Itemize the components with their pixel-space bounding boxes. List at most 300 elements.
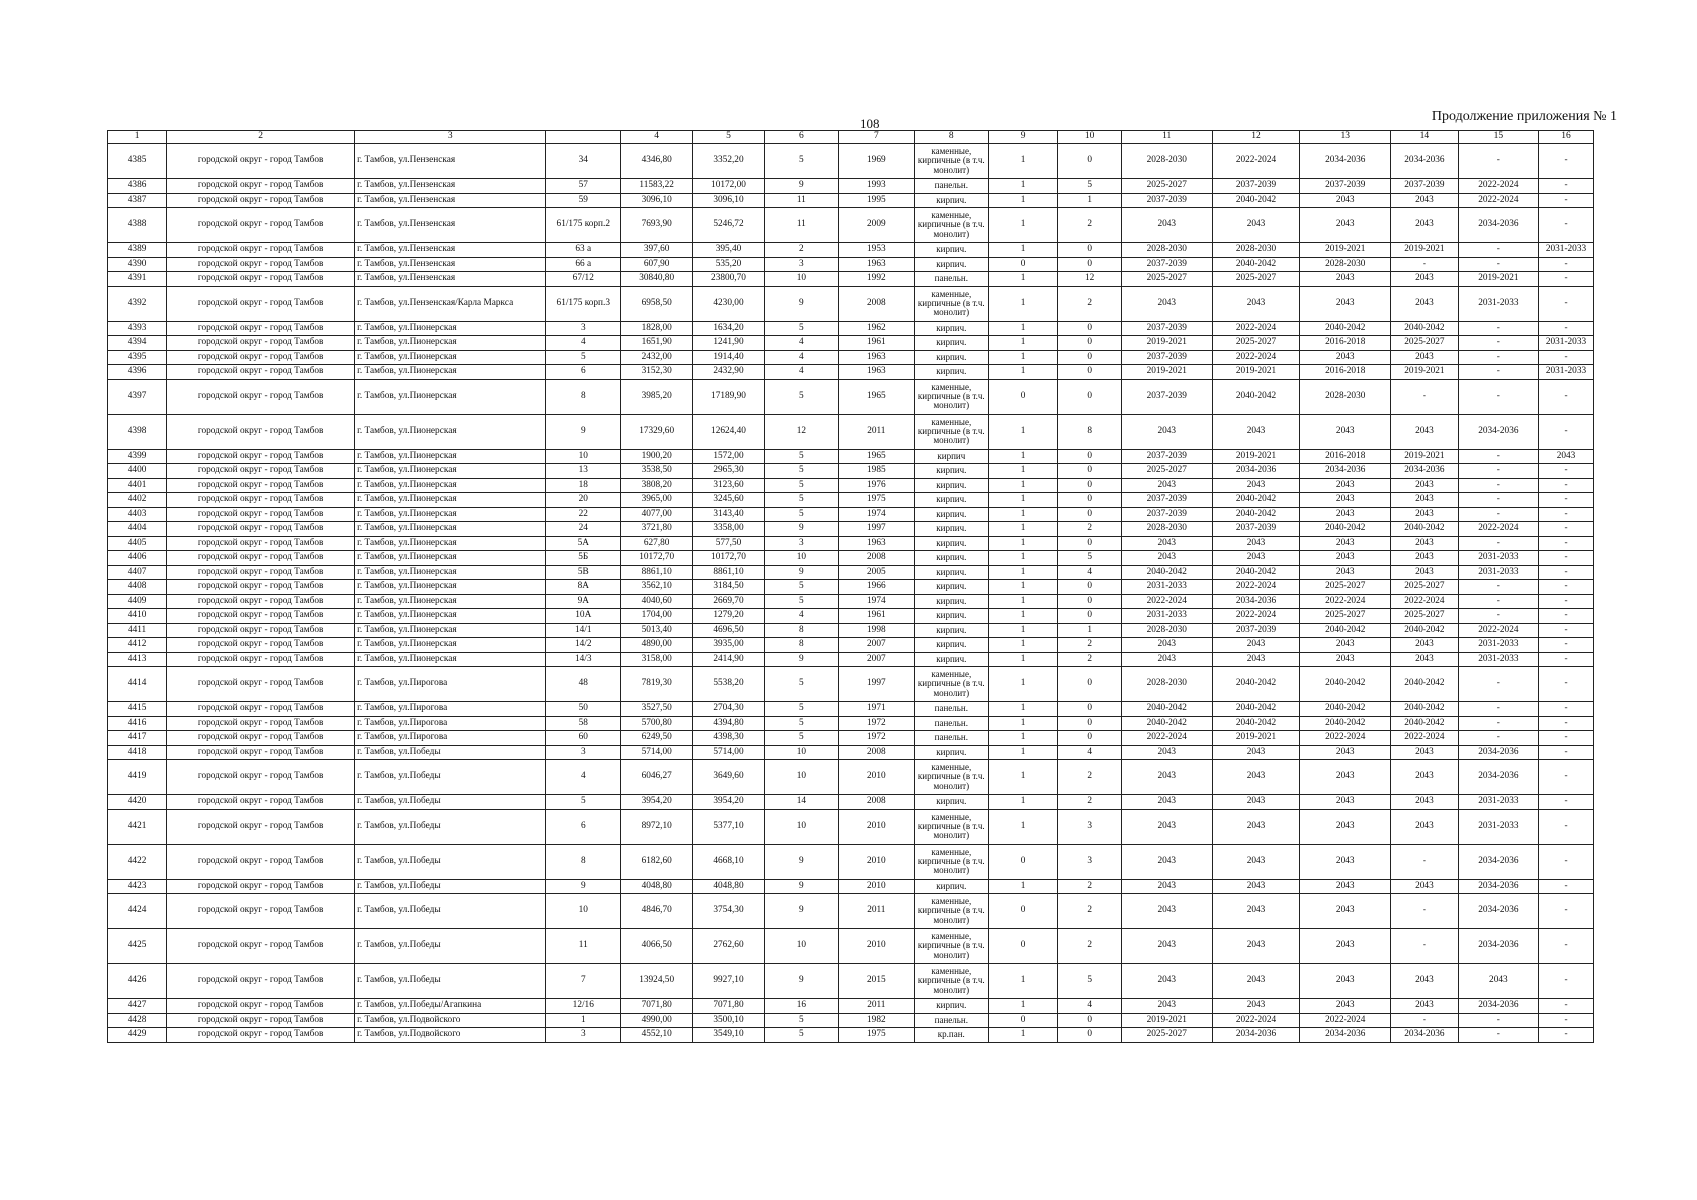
cell-col-15: - — [1458, 493, 1538, 508]
cell-build-year: 2010 — [838, 879, 914, 894]
cell-col-12: 2040-2042 — [1212, 493, 1300, 508]
cell-total-area: 3965,00 — [621, 493, 693, 508]
table-header — [108, 131, 1594, 144]
cell-col-14: 2043 — [1391, 795, 1459, 810]
cell-row-number: 4412 — [108, 638, 167, 653]
cell-total-area: 11583,22 — [621, 179, 693, 194]
cell-house-number: 14/2 — [546, 638, 621, 653]
cell-col-15: - — [1458, 716, 1538, 731]
cell-build-year: 1963 — [838, 365, 914, 380]
cell-total-area: 3808,20 — [621, 478, 693, 493]
cell-municipality: городской округ - город Тамбов — [167, 667, 355, 702]
cell-col-12: 2043 — [1212, 745, 1300, 760]
cell-col-10: 0 — [1058, 609, 1121, 624]
cell-house-number: 3 — [546, 1028, 621, 1043]
cell-col-10: 0 — [1058, 594, 1121, 609]
cell-col-16: - — [1538, 144, 1593, 179]
cell-col-13: 2034-2036 — [1300, 464, 1391, 479]
cell-house-number: 63 а — [546, 243, 621, 258]
table-row — [108, 594, 1594, 609]
cell-col-12: 2043 — [1212, 964, 1300, 999]
cell-total-area: 6182,60 — [621, 844, 693, 879]
cell-wall-material: кирпич. — [914, 507, 988, 522]
table-row — [108, 580, 1594, 595]
cell-col-10: 0 — [1058, 449, 1121, 464]
cell-total-area: 1900,20 — [621, 449, 693, 464]
cell-col-12: 2040-2042 — [1212, 565, 1300, 580]
cell-total-area: 397,60 — [621, 243, 693, 258]
cell-municipality: городской округ - город Тамбов — [167, 414, 355, 449]
cell-col-9: 1 — [988, 652, 1058, 667]
cell-col-11: 2043 — [1121, 551, 1212, 566]
cell-house-number: 57 — [546, 179, 621, 194]
table-row — [108, 623, 1594, 638]
cell-wall-material: кирпич. — [914, 464, 988, 479]
cell-col-13: 2016-2018 — [1300, 449, 1391, 464]
cell-address: г. Тамбов, ул.Пензенская — [355, 208, 546, 243]
cell-col-16: - — [1538, 964, 1593, 999]
cell-build-year: 2008 — [838, 795, 914, 810]
cell-living-area: 9927,10 — [693, 964, 765, 999]
cell-house-number: 22 — [546, 507, 621, 522]
housing-registry-table — [107, 130, 1594, 1043]
cell-col-11: 2037-2039 — [1121, 379, 1212, 414]
column-number-8: 8 — [914, 131, 988, 144]
cell-col-11: 2043 — [1121, 795, 1212, 810]
cell-col-13: 2040-2042 — [1300, 321, 1391, 336]
cell-col-14: - — [1391, 379, 1459, 414]
cell-col-13: 2043 — [1300, 929, 1391, 964]
cell-floors: 10 — [764, 760, 838, 795]
cell-total-area: 627,80 — [621, 536, 693, 551]
table-row — [108, 379, 1594, 414]
cell-house-number: 58 — [546, 716, 621, 731]
cell-floors: 9 — [764, 179, 838, 194]
cell-col-16: - — [1538, 745, 1593, 760]
cell-col-15: 2031-2033 — [1458, 652, 1538, 667]
cell-col-11: 2043 — [1121, 745, 1212, 760]
cell-total-area: 7071,80 — [621, 999, 693, 1014]
cell-col-15: 2019-2021 — [1458, 272, 1538, 287]
table-row — [108, 879, 1594, 894]
cell-col-14: - — [1391, 844, 1459, 879]
cell-wall-material: кирпич. — [914, 536, 988, 551]
cell-col-16: - — [1538, 208, 1593, 243]
cell-col-16: - — [1538, 594, 1593, 609]
cell-col-9: 1 — [988, 1028, 1058, 1043]
column-number-14: 14 — [1391, 131, 1459, 144]
cell-address: г. Тамбов, ул.Пионерская — [355, 551, 546, 566]
cell-col-14: 2043 — [1391, 638, 1459, 653]
cell-address: г. Тамбов, ул.Победы — [355, 795, 546, 810]
cell-wall-material: кирпич. — [914, 478, 988, 493]
cell-col-15: 2022-2024 — [1458, 179, 1538, 194]
cell-col-16: - — [1538, 580, 1593, 595]
cell-municipality: городской округ - город Тамбов — [167, 609, 355, 624]
cell-col-14: 2043 — [1391, 551, 1459, 566]
cell-municipality: городской округ - город Тамбов — [167, 350, 355, 365]
cell-floors: 5 — [764, 716, 838, 731]
cell-col-9: 1 — [988, 580, 1058, 595]
cell-wall-material: каменные, кирпичные (в т.ч. монолит) — [914, 760, 988, 795]
cell-total-area: 4552,10 — [621, 1028, 693, 1043]
cell-col-11: 2043 — [1121, 894, 1212, 929]
cell-col-16: - — [1538, 809, 1593, 844]
cell-col-10: 0 — [1058, 350, 1121, 365]
cell-col-16: - — [1538, 1013, 1593, 1028]
cell-address: г. Тамбов, ул.Пионерская — [355, 536, 546, 551]
cell-living-area: 1914,40 — [693, 350, 765, 365]
cell-col-10: 8 — [1058, 414, 1121, 449]
cell-col-14: 2043 — [1391, 272, 1459, 287]
cell-col-14: 2043 — [1391, 414, 1459, 449]
cell-col-10: 0 — [1058, 336, 1121, 351]
table-row — [108, 565, 1594, 580]
cell-col-12: 2022-2024 — [1212, 1013, 1300, 1028]
cell-floors: 10 — [764, 745, 838, 760]
cell-house-number: 24 — [546, 522, 621, 537]
cell-build-year: 2008 — [838, 551, 914, 566]
cell-living-area: 3184,50 — [693, 580, 765, 595]
cell-col-13: 2034-2036 — [1300, 144, 1391, 179]
cell-col-12: 2043 — [1212, 809, 1300, 844]
table-row — [108, 745, 1594, 760]
cell-col-16: - — [1538, 609, 1593, 624]
cell-row-number: 4428 — [108, 1013, 167, 1028]
cell-total-area: 7693,90 — [621, 208, 693, 243]
cell-floors: 5 — [764, 449, 838, 464]
cell-col-11: 2043 — [1121, 208, 1212, 243]
cell-col-9: 1 — [988, 144, 1058, 179]
cell-col-11: 2028-2030 — [1121, 623, 1212, 638]
cell-build-year: 1992 — [838, 272, 914, 287]
cell-floors: 5 — [764, 1013, 838, 1028]
cell-address: г. Тамбов, ул.Пирогова — [355, 731, 546, 746]
cell-living-area: 3500,10 — [693, 1013, 765, 1028]
cell-col-10: 4 — [1058, 565, 1121, 580]
cell-col-11: 2019-2021 — [1121, 1013, 1212, 1028]
cell-address: г. Тамбов, ул.Пирогова — [355, 716, 546, 731]
cell-col-14: - — [1391, 894, 1459, 929]
cell-total-area: 3985,20 — [621, 379, 693, 414]
cell-house-number: 12/16 — [546, 999, 621, 1014]
table-row — [108, 464, 1594, 479]
cell-total-area: 4040,60 — [621, 594, 693, 609]
cell-address: г. Тамбов, ул.Пионерская — [355, 652, 546, 667]
cell-total-area: 6249,50 — [621, 731, 693, 746]
cell-row-number: 4389 — [108, 243, 167, 258]
cell-col-16: - — [1538, 379, 1593, 414]
cell-wall-material: кирпич. — [914, 999, 988, 1014]
cell-col-13: 2043 — [1300, 478, 1391, 493]
cell-col-13: 2043 — [1300, 964, 1391, 999]
cell-col-13: 2043 — [1300, 999, 1391, 1014]
cell-col-14: 2043 — [1391, 493, 1459, 508]
cell-house-number: 9 — [546, 414, 621, 449]
cell-col-16: - — [1538, 551, 1593, 566]
cell-house-number: 3 — [546, 745, 621, 760]
cell-build-year: 2010 — [838, 809, 914, 844]
cell-address: г. Тамбов, ул.Пионерская — [355, 638, 546, 653]
cell-living-area: 7071,80 — [693, 999, 765, 1014]
cell-col-9: 1 — [988, 623, 1058, 638]
cell-col-11: 2043 — [1121, 286, 1212, 321]
cell-row-number: 4417 — [108, 731, 167, 746]
cell-col-11: 2043 — [1121, 536, 1212, 551]
cell-floors: 10 — [764, 809, 838, 844]
cell-living-area: 2704,30 — [693, 702, 765, 717]
cell-municipality: городской округ - город Тамбов — [167, 702, 355, 717]
cell-floors: 12 — [764, 414, 838, 449]
cell-col-9: 1 — [988, 716, 1058, 731]
cell-col-15: - — [1458, 702, 1538, 717]
cell-living-area: 10172,70 — [693, 551, 765, 566]
cell-wall-material: панельн. — [914, 702, 988, 717]
cell-living-area: 3123,60 — [693, 478, 765, 493]
cell-col-16: - — [1538, 321, 1593, 336]
cell-wall-material: кр.пан. — [914, 1028, 988, 1043]
cell-col-12: 2043 — [1212, 760, 1300, 795]
cell-col-10: 0 — [1058, 731, 1121, 746]
cell-wall-material: каменные, кирпичные (в т.ч. монолит) — [914, 809, 988, 844]
cell-col-16: - — [1538, 464, 1593, 479]
cell-floors: 5 — [764, 702, 838, 717]
cell-col-15: - — [1458, 1028, 1538, 1043]
cell-col-11: 2040-2042 — [1121, 702, 1212, 717]
cell-living-area: 3935,00 — [693, 638, 765, 653]
cell-col-11: 2037-2039 — [1121, 257, 1212, 272]
cell-col-9: 1 — [988, 594, 1058, 609]
cell-col-12: 2022-2024 — [1212, 350, 1300, 365]
cell-col-13: 2040-2042 — [1300, 667, 1391, 702]
cell-house-number: 66 а — [546, 257, 621, 272]
cell-col-9: 1 — [988, 522, 1058, 537]
cell-floors: 14 — [764, 795, 838, 810]
cell-floors: 5 — [764, 493, 838, 508]
cell-col-13: 2043 — [1300, 760, 1391, 795]
cell-row-number: 4427 — [108, 999, 167, 1014]
cell-col-15: - — [1458, 507, 1538, 522]
cell-floors: 4 — [764, 350, 838, 365]
cell-living-area: 3143,40 — [693, 507, 765, 522]
cell-col-10: 0 — [1058, 243, 1121, 258]
cell-floors: 2 — [764, 243, 838, 258]
cell-living-area: 2669,70 — [693, 594, 765, 609]
table-row — [108, 844, 1594, 879]
cell-municipality: городской округ - город Тамбов — [167, 464, 355, 479]
cell-house-number: 10 — [546, 449, 621, 464]
cell-address: г. Тамбов, ул.Пирогова — [355, 667, 546, 702]
cell-col-14: 2043 — [1391, 507, 1459, 522]
cell-build-year: 1971 — [838, 702, 914, 717]
cell-row-number: 4424 — [108, 894, 167, 929]
cell-row-number: 4393 — [108, 321, 167, 336]
cell-house-number: 10А — [546, 609, 621, 624]
cell-row-number: 4410 — [108, 609, 167, 624]
cell-col-12: 2043 — [1212, 879, 1300, 894]
cell-address: г. Тамбов, ул.Пионерская — [355, 522, 546, 537]
cell-address: г. Тамбов, ул.Пионерская — [355, 379, 546, 414]
cell-col-11: 2025-2027 — [1121, 272, 1212, 287]
cell-row-number: 4388 — [108, 208, 167, 243]
cell-col-13: 2037-2039 — [1300, 179, 1391, 194]
cell-floors: 5 — [764, 594, 838, 609]
cell-municipality: городской округ - город Тамбов — [167, 844, 355, 879]
cell-floors: 10 — [764, 929, 838, 964]
cell-living-area: 8861,10 — [693, 565, 765, 580]
cell-floors: 10 — [764, 551, 838, 566]
cell-col-11: 2031-2033 — [1121, 609, 1212, 624]
cell-col-11: 2043 — [1121, 844, 1212, 879]
cell-living-area: 2762,60 — [693, 929, 765, 964]
cell-col-13: 2019-2021 — [1300, 243, 1391, 258]
cell-col-12: 2043 — [1212, 414, 1300, 449]
cell-floors: 4 — [764, 365, 838, 380]
cell-col-11: 2037-2039 — [1121, 493, 1212, 508]
cell-col-9: 1 — [988, 745, 1058, 760]
cell-house-number: 5 — [546, 350, 621, 365]
cell-house-number: 8 — [546, 379, 621, 414]
cell-build-year: 1997 — [838, 522, 914, 537]
cell-col-16: - — [1538, 760, 1593, 795]
cell-build-year: 2009 — [838, 208, 914, 243]
cell-wall-material: кирпич. — [914, 565, 988, 580]
cell-house-number: 11 — [546, 929, 621, 964]
cell-col-14: 2025-2027 — [1391, 609, 1459, 624]
cell-col-10: 0 — [1058, 667, 1121, 702]
table-row — [108, 551, 1594, 566]
cell-municipality: городской округ - город Тамбов — [167, 652, 355, 667]
cell-col-12: 2022-2024 — [1212, 144, 1300, 179]
cell-address: г. Тамбов, ул.Победы — [355, 894, 546, 929]
cell-row-number: 4421 — [108, 809, 167, 844]
cell-col-15: 2031-2033 — [1458, 286, 1538, 321]
cell-col-10: 2 — [1058, 879, 1121, 894]
cell-col-13: 2040-2042 — [1300, 623, 1391, 638]
column-number-row — [108, 131, 1594, 144]
cell-col-14: 2022-2024 — [1391, 731, 1459, 746]
cell-col-14: 2043 — [1391, 652, 1459, 667]
cell-build-year: 1961 — [838, 609, 914, 624]
cell-municipality: городской округ - город Тамбов — [167, 638, 355, 653]
cell-col-10: 2 — [1058, 652, 1121, 667]
cell-col-13: 2016-2018 — [1300, 365, 1391, 380]
cell-col-9: 1 — [988, 478, 1058, 493]
cell-build-year: 1972 — [838, 731, 914, 746]
cell-address: г. Тамбов, ул.Пирогова — [355, 702, 546, 717]
cell-col-14: 2043 — [1391, 879, 1459, 894]
cell-floors: 5 — [764, 731, 838, 746]
cell-col-13: 2043 — [1300, 652, 1391, 667]
cell-col-12: 2040-2042 — [1212, 257, 1300, 272]
cell-col-10: 1 — [1058, 193, 1121, 208]
cell-wall-material: каменные, кирпичные (в т.ч. монолит) — [914, 894, 988, 929]
cell-col-11: 2043 — [1121, 964, 1212, 999]
cell-total-area: 1828,00 — [621, 321, 693, 336]
cell-row-number: 4415 — [108, 702, 167, 717]
cell-house-number: 48 — [546, 667, 621, 702]
cell-municipality: городской округ - город Тамбов — [167, 565, 355, 580]
cell-row-number: 4419 — [108, 760, 167, 795]
cell-col-16: 2031-2033 — [1538, 365, 1593, 380]
cell-municipality: городской округ - город Тамбов — [167, 745, 355, 760]
cell-col-12: 2040-2042 — [1212, 379, 1300, 414]
table-row — [108, 795, 1594, 810]
cell-row-number: 4395 — [108, 350, 167, 365]
cell-build-year: 2007 — [838, 638, 914, 653]
cell-col-11: 2043 — [1121, 414, 1212, 449]
cell-col-16: 2031-2033 — [1538, 243, 1593, 258]
cell-col-13: 2028-2030 — [1300, 379, 1391, 414]
cell-row-number: 4429 — [108, 1028, 167, 1043]
cell-col-11: 2028-2030 — [1121, 243, 1212, 258]
cell-col-12: 2037-2039 — [1212, 623, 1300, 638]
cell-municipality: городской округ - город Тамбов — [167, 365, 355, 380]
cell-col-9: 1 — [988, 667, 1058, 702]
cell-col-9: 0 — [988, 1013, 1058, 1028]
cell-col-16: - — [1538, 272, 1593, 287]
cell-municipality: городской округ - город Тамбов — [167, 522, 355, 537]
cell-col-11: 2043 — [1121, 999, 1212, 1014]
cell-wall-material: панельн. — [914, 179, 988, 194]
cell-col-16: 2031-2033 — [1538, 336, 1593, 351]
cell-col-15: - — [1458, 667, 1538, 702]
column-number-3 — [546, 131, 621, 144]
cell-total-area: 4077,00 — [621, 507, 693, 522]
cell-col-15: - — [1458, 336, 1538, 351]
cell-col-15: - — [1458, 1013, 1538, 1028]
cell-municipality: городской округ - город Тамбов — [167, 731, 355, 746]
cell-municipality: городской округ - город Тамбов — [167, 478, 355, 493]
cell-wall-material: кирпич. — [914, 551, 988, 566]
cell-col-15: 2034-2036 — [1458, 844, 1538, 879]
cell-col-9: 1 — [988, 208, 1058, 243]
cell-total-area: 3538,50 — [621, 464, 693, 479]
cell-floors: 4 — [764, 609, 838, 624]
cell-col-15: - — [1458, 536, 1538, 551]
cell-address: г. Тамбов, ул.Пионерская — [355, 609, 546, 624]
cell-row-number: 4403 — [108, 507, 167, 522]
cell-col-10: 0 — [1058, 144, 1121, 179]
cell-build-year: 1963 — [838, 536, 914, 551]
cell-floors: 11 — [764, 208, 838, 243]
cell-col-14: 2043 — [1391, 809, 1459, 844]
table-row — [108, 809, 1594, 844]
cell-col-11: 2037-2039 — [1121, 321, 1212, 336]
cell-living-area: 5246,72 — [693, 208, 765, 243]
cell-col-14: 2025-2027 — [1391, 336, 1459, 351]
cell-col-9: 1 — [988, 638, 1058, 653]
column-number-10: 10 — [1058, 131, 1121, 144]
cell-col-12: 2043 — [1212, 929, 1300, 964]
cell-col-9: 1 — [988, 493, 1058, 508]
cell-col-9: 1 — [988, 179, 1058, 194]
cell-col-11: 2043 — [1121, 638, 1212, 653]
cell-col-9: 1 — [988, 286, 1058, 321]
cell-house-number: 61/175 корп.2 — [546, 208, 621, 243]
cell-col-12: 2043 — [1212, 208, 1300, 243]
cell-address: г. Тамбов, ул.Победы — [355, 929, 546, 964]
cell-address: г. Тамбов, ул.Пионерская — [355, 594, 546, 609]
cell-col-9: 0 — [988, 894, 1058, 929]
cell-address: г. Тамбов, ул.Пионерская — [355, 449, 546, 464]
cell-col-16: - — [1538, 478, 1593, 493]
cell-col-13: 2043 — [1300, 638, 1391, 653]
cell-col-13: 2043 — [1300, 193, 1391, 208]
cell-col-15: 2034-2036 — [1458, 929, 1538, 964]
cell-living-area: 10172,00 — [693, 179, 765, 194]
cell-col-15: - — [1458, 379, 1538, 414]
